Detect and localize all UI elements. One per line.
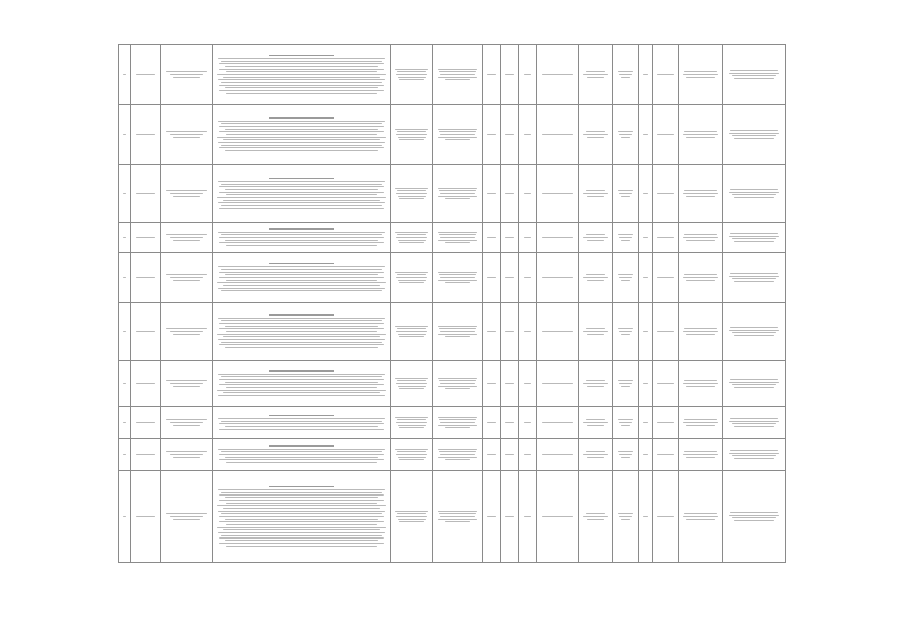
table-cell [391, 407, 433, 439]
table-row [119, 303, 786, 361]
table-cell [723, 471, 786, 563]
table-cell [213, 471, 391, 563]
table-cell [213, 253, 391, 303]
table-cell [501, 45, 519, 105]
table-cell [639, 45, 653, 105]
table-cell [483, 105, 501, 165]
table-body [119, 45, 786, 563]
table-cell [131, 303, 161, 361]
table-cell [131, 165, 161, 223]
table-cell [639, 253, 653, 303]
table-cell [639, 471, 653, 563]
table-cell [433, 303, 483, 361]
table-cell [653, 165, 679, 223]
table-cell [723, 105, 786, 165]
table-cell [639, 105, 653, 165]
table-cell [501, 303, 519, 361]
table-cell [501, 471, 519, 563]
table-cell [131, 471, 161, 563]
table-cell [537, 223, 579, 253]
table-cell [639, 361, 653, 407]
table-cell [519, 439, 537, 471]
table-cell [613, 471, 639, 563]
table-cell [501, 253, 519, 303]
table-cell [579, 223, 613, 253]
table-cell [501, 439, 519, 471]
table-cell [519, 45, 537, 105]
table-cell [119, 105, 131, 165]
table-cell [723, 165, 786, 223]
table-cell [433, 165, 483, 223]
registry-sheet [118, 44, 785, 563]
table-cell [613, 253, 639, 303]
table-cell [131, 253, 161, 303]
table-cell [483, 439, 501, 471]
table-cell [679, 439, 723, 471]
table-cell [519, 223, 537, 253]
table-row [119, 223, 786, 253]
table-cell [131, 439, 161, 471]
table-cell [119, 223, 131, 253]
table-cell [391, 303, 433, 361]
table-cell [433, 223, 483, 253]
table-cell [433, 471, 483, 563]
table-cell [483, 471, 501, 563]
table-cell [537, 407, 579, 439]
table-row [119, 361, 786, 407]
table-cell [391, 223, 433, 253]
table-cell [391, 105, 433, 165]
table-cell [653, 105, 679, 165]
table-cell [639, 407, 653, 439]
table-cell [501, 165, 519, 223]
table-cell [483, 223, 501, 253]
table-cell [579, 105, 613, 165]
table-cell [213, 361, 391, 407]
table-cell [579, 471, 613, 563]
table-cell [653, 407, 679, 439]
table-cell [131, 45, 161, 105]
table-cell [579, 439, 613, 471]
table-cell [579, 361, 613, 407]
table-cell [679, 45, 723, 105]
table-row [119, 105, 786, 165]
table-row [119, 165, 786, 223]
table-cell [537, 439, 579, 471]
table-row [119, 407, 786, 439]
table-cell [639, 439, 653, 471]
table-cell [519, 165, 537, 223]
table-cell [131, 223, 161, 253]
table-cell [391, 45, 433, 105]
table-cell [723, 223, 786, 253]
table-cell [653, 223, 679, 253]
table-cell [213, 407, 391, 439]
table-cell [537, 471, 579, 563]
table-cell [483, 253, 501, 303]
table-cell [679, 407, 723, 439]
table-cell [653, 45, 679, 105]
table-cell [519, 105, 537, 165]
table-cell [119, 471, 131, 563]
table-cell [537, 105, 579, 165]
table-cell [433, 439, 483, 471]
table-cell [723, 361, 786, 407]
table-cell [433, 45, 483, 105]
table-cell [161, 253, 213, 303]
table-cell [213, 303, 391, 361]
table-cell [433, 361, 483, 407]
table-cell [119, 361, 131, 407]
table-cell [213, 105, 391, 165]
table-cell [119, 253, 131, 303]
table-cell [613, 223, 639, 253]
table-cell [613, 105, 639, 165]
table-cell [653, 361, 679, 407]
table-cell [537, 303, 579, 361]
table-row [119, 439, 786, 471]
table-cell [579, 303, 613, 361]
table-cell [131, 105, 161, 165]
table-cell [131, 407, 161, 439]
table-cell [519, 471, 537, 563]
table-cell [579, 407, 613, 439]
table-cell [723, 439, 786, 471]
table-cell [537, 361, 579, 407]
table-cell [679, 361, 723, 407]
table-cell [723, 303, 786, 361]
table-cell [433, 253, 483, 303]
table-cell [161, 223, 213, 253]
table-cell [653, 471, 679, 563]
table-cell [653, 303, 679, 361]
table-cell [213, 165, 391, 223]
table-cell [161, 45, 213, 105]
table-cell [161, 303, 213, 361]
table-cell [391, 253, 433, 303]
table-cell [483, 45, 501, 105]
table-cell [579, 165, 613, 223]
table-cell [119, 407, 131, 439]
table-cell [119, 439, 131, 471]
table-cell [501, 361, 519, 407]
table-cell [161, 407, 213, 439]
table-cell [537, 45, 579, 105]
table-cell [501, 223, 519, 253]
table-cell [119, 165, 131, 223]
table-cell [483, 165, 501, 223]
table-cell [679, 471, 723, 563]
table-cell [679, 105, 723, 165]
table-cell [391, 361, 433, 407]
table-cell [161, 361, 213, 407]
table-cell [723, 407, 786, 439]
table-cell [653, 439, 679, 471]
table-cell [161, 165, 213, 223]
table-cell [519, 407, 537, 439]
table-cell [679, 303, 723, 361]
table-cell [519, 253, 537, 303]
table-cell [131, 361, 161, 407]
table-cell [501, 105, 519, 165]
table-cell [391, 165, 433, 223]
table-cell [433, 105, 483, 165]
table-cell [501, 407, 519, 439]
table-cell [679, 165, 723, 223]
table-cell [213, 223, 391, 253]
table-row [119, 471, 786, 563]
table-cell [613, 407, 639, 439]
table-cell [119, 303, 131, 361]
table-cell [679, 253, 723, 303]
table-row [119, 45, 786, 105]
table-cell [391, 439, 433, 471]
table-cell [579, 45, 613, 105]
table-cell [723, 253, 786, 303]
table-cell [639, 223, 653, 253]
table-cell [613, 361, 639, 407]
table-cell [537, 165, 579, 223]
table-cell [483, 407, 501, 439]
table-cell [213, 45, 391, 105]
table-cell [433, 407, 483, 439]
table-row [119, 253, 786, 303]
table-cell [483, 303, 501, 361]
table-cell [723, 45, 786, 105]
table-cell [483, 361, 501, 407]
table-cell [639, 303, 653, 361]
table-cell [161, 439, 213, 471]
table-cell [579, 253, 613, 303]
table-cell [519, 361, 537, 407]
table-cell [213, 439, 391, 471]
table-cell [391, 471, 433, 563]
table-cell [537, 253, 579, 303]
table-cell [161, 471, 213, 563]
table-cell [613, 45, 639, 105]
table-cell [161, 105, 213, 165]
registry-table [118, 44, 786, 563]
table-cell [653, 253, 679, 303]
table-cell [613, 165, 639, 223]
table-cell [119, 45, 131, 105]
table-cell [679, 223, 723, 253]
table-cell [639, 165, 653, 223]
table-cell [613, 303, 639, 361]
table-cell [613, 439, 639, 471]
table-cell [519, 303, 537, 361]
